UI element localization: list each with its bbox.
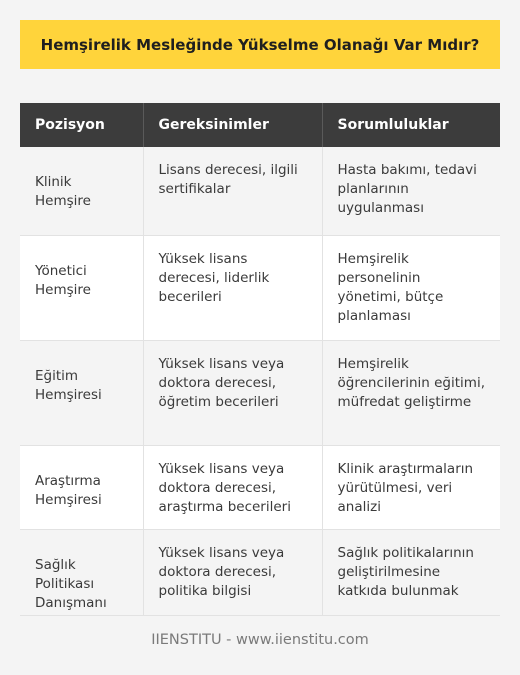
table-row xyxy=(20,529,500,615)
footer-credit: IIENSTITU - www.iienstitu.com xyxy=(151,632,369,648)
cell-pozisyon: Sağlık Politikası Danışmanı xyxy=(20,529,143,615)
column-header-sorumluluklar: Sorumluluklar xyxy=(322,103,500,147)
cell-gereksinimler: Yüksek lisans veya doktora derecesi, politika bilgisi xyxy=(143,529,322,615)
column-header-gereksinimler: Gereksinimler xyxy=(143,103,322,147)
cell-sorumluluklar: Klinik araştırmaların yürütülmesi, veri analizi xyxy=(322,445,500,529)
cell-sorumluluklar: Hemşirelik öğrencilerinin eğitimi, müfredat geliştirme xyxy=(322,340,500,445)
table-row xyxy=(20,340,500,445)
title-banner xyxy=(20,20,500,69)
cell-pozisyon: Araştırma Hemşiresi xyxy=(20,445,143,529)
cell-gereksinimler: Lisans derecesi, ilgili sertifikalar xyxy=(143,147,322,235)
cell-pozisyon: Klinik Hemşire xyxy=(20,147,143,235)
cell-pozisyon: Yönetici Hemşire xyxy=(20,235,143,340)
table-row xyxy=(20,445,500,529)
table-row xyxy=(20,147,500,235)
cell-sorumluluklar: Hemşirelik personelinin yönetimi, bütçe planlaması xyxy=(322,235,500,340)
cell-sorumluluklar: Hasta bakımı, tedavi planlarının uygulanması xyxy=(322,147,500,235)
cell-sorumluluklar: Sağlık politikalarının geliştirilmesine katkıda bulunmak xyxy=(322,529,500,615)
column-header-pozisyon: Pozisyon xyxy=(20,103,143,147)
cell-gereksinimler: Yüksek lisans derecesi, liderlik becerileri xyxy=(143,235,322,340)
positions-table xyxy=(20,103,500,616)
cell-gereksinimler: Yüksek lisans veya doktora derecesi, öğretim becerileri xyxy=(143,340,322,445)
table-header-row xyxy=(20,103,500,147)
cell-pozisyon: Eğitim Hemşiresi xyxy=(20,340,143,445)
page-title: Hemşirelik Mesleğinde Yükselme Olanağı Var Mıdır? xyxy=(40,35,480,54)
cell-gereksinimler: Yüksek lisans veya doktora derecesi, araştırma becerileri xyxy=(143,445,322,529)
table-row xyxy=(20,235,500,340)
